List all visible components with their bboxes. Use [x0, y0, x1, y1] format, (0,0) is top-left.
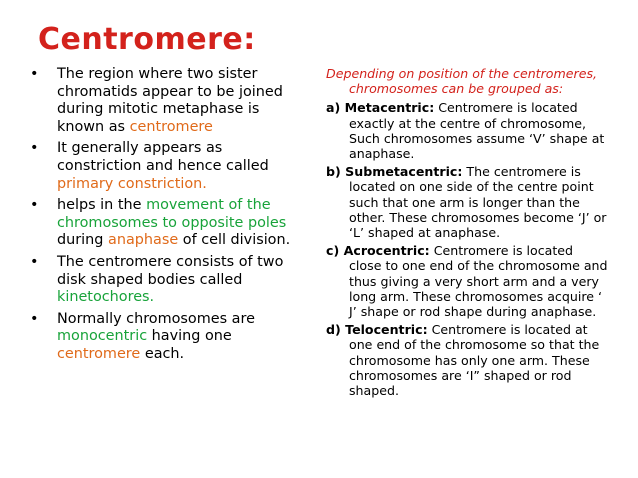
type-item-metacentric [326, 100, 608, 161]
bullet-dot-icon: • [30, 140, 39, 157]
bullet-text [57, 66, 283, 135]
bullet-dot-icon: • [30, 310, 39, 327]
bullet-dot-icon: • [30, 197, 39, 214]
type-item-submetacentric [326, 164, 608, 240]
type-description: The centromere is located on one side of the centre point such that one arm is longer than the other. These chromosomes become ‘J’ or ‘L’ shaped at anaphase. [349, 164, 607, 241]
highlight-term: kinetochores. [57, 289, 155, 306]
type-item-acrocentric [326, 243, 608, 319]
highlight-term: anaphase [108, 232, 179, 249]
bullet-text-segment: It generally appears as constriction and hence called [57, 140, 269, 174]
classification-column [326, 66, 608, 401]
highlight-term: centromere [129, 118, 213, 135]
type-label: c) Acrocentric: [326, 243, 430, 259]
type-description: Centromere is located at one end of the chromosome so that the chromosome has only one arm. These chromosomes are ‘I” shaped or rod shaped. [349, 322, 600, 399]
bullet-text [57, 311, 255, 362]
bullet-item [30, 311, 300, 364]
highlight-term: centromere [57, 345, 141, 362]
bullet-text [57, 254, 283, 305]
bullet-item [30, 197, 300, 250]
type-label: d) Telocentric: [326, 322, 428, 338]
bullet-dot-icon: • [30, 66, 39, 82]
highlight-term: movement of the chromosomes to opposite poles [57, 197, 287, 231]
bullet-text-segment: each. [140, 345, 185, 362]
slide-title: Centromere: [38, 22, 256, 57]
bullet-text-segment: during [57, 232, 108, 249]
highlight-term: primary constriction. [57, 175, 207, 192]
bullet-text-segment: The centromere consists of two disk shaped bodies called [57, 253, 284, 288]
bullet-item [30, 140, 300, 193]
bullet-text-segment: helps in the [57, 197, 147, 214]
bullet-text-segment: Normally chromosomes are [57, 310, 255, 327]
type-description: Centromere is located exactly at the centre of chromosome, Such chromosomes assume ‘V’ shape at anaphase. [349, 100, 605, 162]
bullet-text-segment: of cell division. [178, 232, 291, 249]
bullet-item [30, 66, 300, 136]
classification-intro: Depending on position of the centromeres, chromosomes can be grouped as: [326, 66, 598, 97]
bullet-text-segment: having one [147, 328, 232, 345]
bullet-list [30, 66, 300, 368]
bullet-item [30, 254, 300, 307]
highlight-term: monocentric [57, 328, 148, 345]
bullet-text-segment: The region where two sister chromatids appear to be joined during mitotic metaphase is known as [57, 66, 283, 135]
bullet-text [57, 140, 269, 191]
type-item-telocentric [326, 322, 608, 398]
type-label: b) Submetacentric: [326, 164, 463, 180]
type-label: a) Metacentric: [326, 100, 435, 116]
type-description: Centromere is located close to one end of the chromosome and thus giving a very short arm and a very long arm. These chromosomes acquire ‘ J’ shape or rod shape during anaphase. [349, 243, 608, 320]
bullet-text [57, 197, 290, 248]
bullet-dot-icon: • [30, 253, 39, 270]
